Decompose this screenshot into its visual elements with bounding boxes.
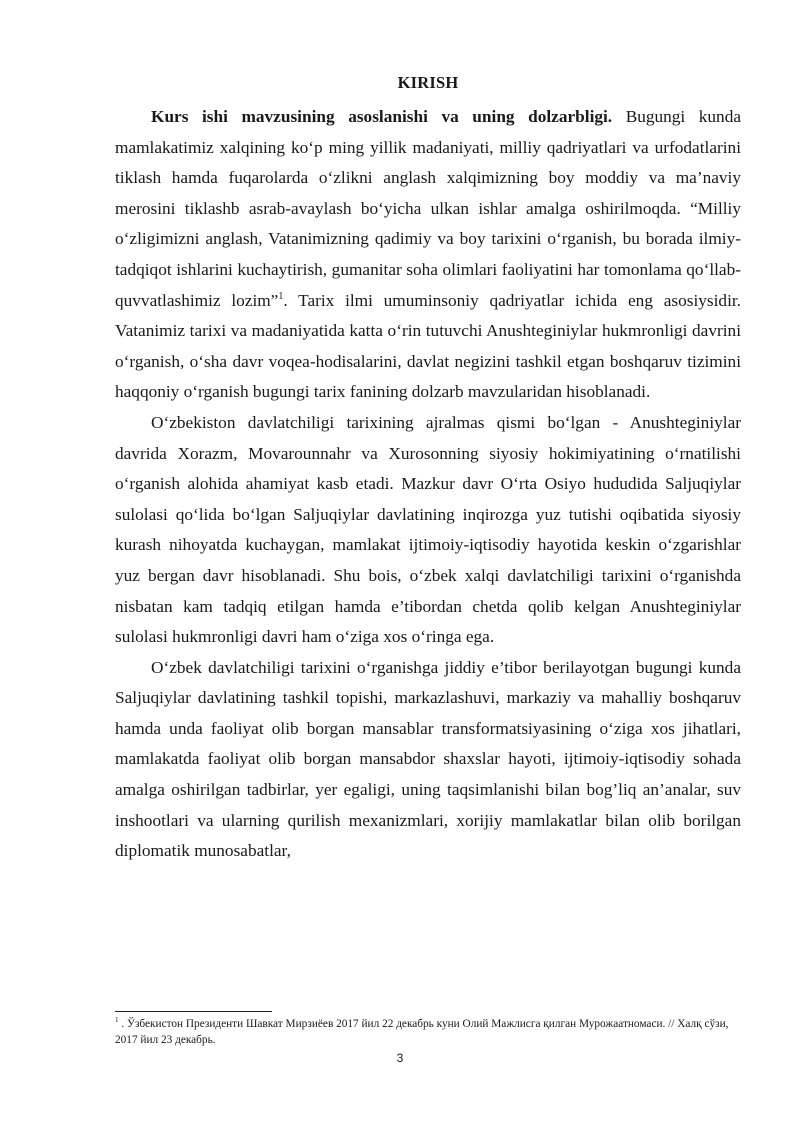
- footnote: [115, 1016, 741, 1048]
- paragraph-1-lead: Kurs ishi mavzusining asoslanishi va uning dolzarbligi.: [151, 107, 613, 126]
- page-title: KIRISH: [397, 73, 459, 92]
- paragraph-1-text-continued: . Tarix ilmi umuminsoniy qadriyatlar ichida eng asosiysidir. Vatanimiz tarixi va madaniyatida katta o‘rin tutuvchi Anushteginiylar hukmronligi davrini o‘rganish, o‘sha davr voqea-hodisalarini, davlat negizini tashkil etgan boshqaruv tizimini haqqoniy o‘rganish bugungi tarix fanining dolzarb mavzularidan hisoblanadi.: [115, 290, 741, 402]
- footnote-text: . Ўзбекистон Президенти Шавкат Мирзиёев 2017 йил 22 декабрь куни Олий Мажлисга қилган Мурожаатномаси. // Халқ сўзи, 2017 йил 23 декабрь.: [115, 1018, 729, 1046]
- footnote-separator: [115, 1011, 272, 1012]
- paragraph-1: [115, 102, 741, 408]
- paragraph-3: O‘zbek davlatchiligi tarixini o‘rganishga jiddiy e’tibor berilayotgan bugungi kunda Saljuqiylar davlatining tashkil topishi, markazlashuvi, markaziy va mahalliy boshqaruv hamda unda faoliyat olib borgan mansablar transformatsiyasining o‘ziga xos jihatlari, mamlakatda faoliyat olib borgan mansabdor shaxslar hayoti, ijtimoiy-iqtisodiy sohada amalga oshirilgan tadbirlar, yer egaligi, uning taqsimlanishi bilan bog’liq an’analar, suv inshootlari va ularning qurilish mexanizmlari, xorijiy mamlakatlar bilan olib borilgan diplomatik munosabatlar,: [115, 657, 741, 861]
- paragraph-1-text: Bugungi kunda mamlakatimiz xalqining ko‘p ming yillik madaniyati, milliy qadriyatlari va urfodatlarini tiklash hamda fuqarolarda o‘zlikni anglash xalqimizning boy moddiy va ma’naviy merosini tiklashb asrab-avaylash bo‘yicha ulkan ishlar amalga oshirilmoqda. “Milliy o‘zligimizni anglash, Vatanimizning qadimiy va boy tarixini o‘rganish, bu borada ilmiy-tadqiqot ishlarini kuchaytirish, gumanitar soha olimlari faoliyatini har tomonlama qo‘llab-quvvatlashimiz lozim”: [115, 107, 742, 310]
- paragraph-2: O‘zbekiston davlatchiligi tarixining ajralmas qismi bo‘lgan - Anushteginiylar davrida Xorazm, Movarounnahr va Xurosonning siyosiy hokimiyatining o‘rnatilishi o‘rganish alohida ahamiyat kasb etadi. Mazkur davr O‘rta Osiyo hududida Saljuqiylar sulolasi qo‘lida bo‘lgan Saljuqiylar davlatining inqirozga yuz tutishi oqibatida siyosiy kurash nihoyatda kuchaygan, mamlakat ijtimoiy-iqtisodiy hayotida keskin o‘zgarishlar yuz bergan davr hisoblanadi. Shu bois, o‘zbek xalqi davlatchiligi tarixini o‘rganishda nisbatan kam tadqiq etilgan hamda e’tibordan chetda qolib kelgan Anushteginiylar sulolasi hukmronligi davri ham o‘ziga xos o‘ringa ega.: [115, 412, 741, 647]
- footnote-marker: 1: [115, 1016, 119, 1025]
- main-text: [115, 72, 741, 867]
- footnote-reference: 1: [278, 290, 284, 302]
- page-number: 3: [396, 1051, 404, 1065]
